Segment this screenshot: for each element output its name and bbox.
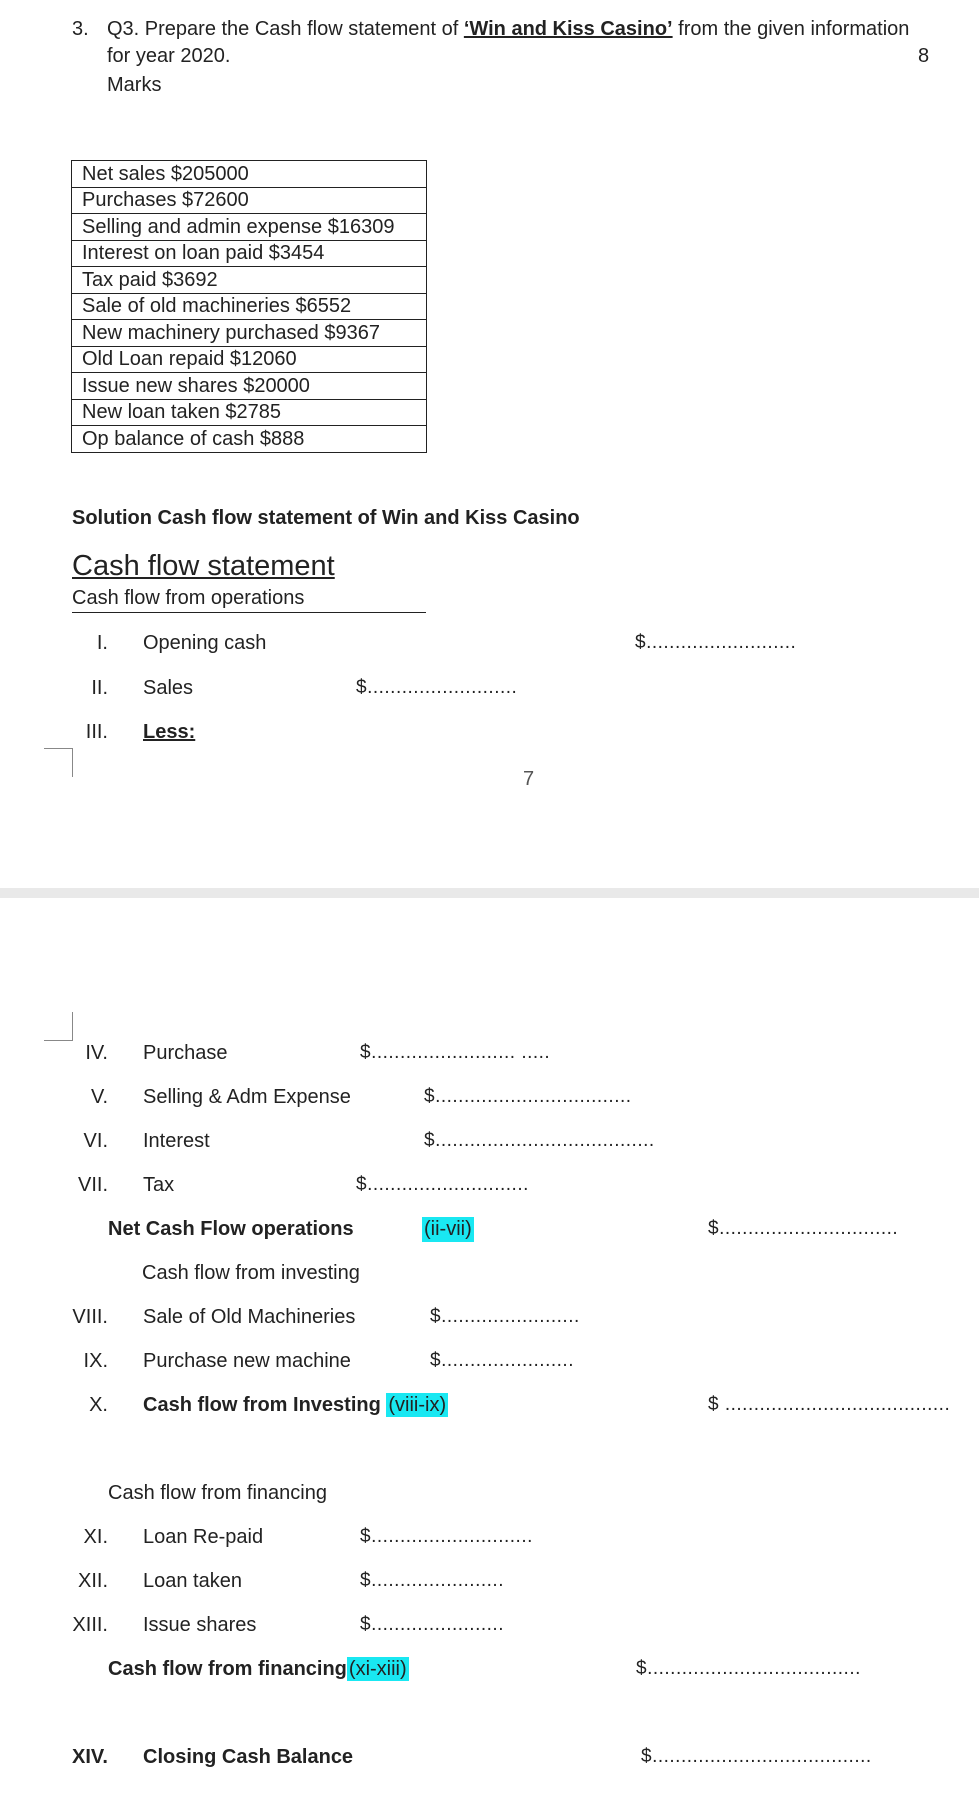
row-label: Sales (143, 677, 194, 699)
amount-blank[interactable]: $........................ (430, 1306, 580, 1327)
amount-blank[interactable]: $......................... ..... (360, 1042, 551, 1063)
question-text (107, 16, 909, 42)
cfs-title: Cash flow statement (72, 550, 335, 582)
row-num: VIII. (72, 1306, 108, 1328)
row-label: Tax (143, 1174, 175, 1196)
row-num: II. (91, 677, 108, 699)
closing-label: Closing Cash Balance (143, 1746, 354, 1768)
table-row (72, 346, 427, 373)
amount-blank[interactable]: $ ....................................... (708, 1394, 951, 1415)
row-label: Opening cash (143, 632, 267, 654)
investing-tag: (viii-ix) (388, 1394, 447, 1416)
row-label (143, 1394, 448, 1417)
table-cell: Interest on loan paid $3454 (72, 240, 427, 267)
amount-blank[interactable]: $............................ (356, 1174, 529, 1195)
page-number: 7 (523, 768, 535, 790)
amount-blank[interactable]: $...................................... (641, 1746, 872, 1767)
table-row (72, 267, 427, 294)
table-row (72, 187, 427, 214)
amount-blank[interactable]: $...................................... (424, 1130, 655, 1151)
row-label: Sale of Old Machineries (143, 1306, 356, 1328)
question-suffix: from the given information (672, 18, 910, 40)
row-label: Loan taken (143, 1570, 242, 1592)
table-cell: Tax paid $3692 (72, 267, 427, 294)
row-num: V. (90, 1086, 108, 1108)
given-info-table (71, 160, 427, 453)
company-name: ‘Win and Kiss Casino’ (463, 18, 673, 40)
page-separator (0, 888, 979, 898)
row-num: IV. (85, 1042, 108, 1064)
amount-blank[interactable]: $............................ (360, 1526, 533, 1547)
table-cell: Net sales $205000 (72, 161, 427, 188)
financing-tag: (xi-xiii) (348, 1658, 407, 1680)
amount-blank[interactable]: $.......................... (635, 632, 797, 653)
question-number: 3. (72, 18, 89, 40)
table-row (72, 373, 427, 400)
amount-blank[interactable]: $..................................... (636, 1658, 861, 1679)
solution-title: Solution Cash flow statement of Win and Kiss Casino (72, 507, 580, 529)
row-label: Purchase new machine (143, 1350, 351, 1372)
table-row (72, 320, 427, 347)
row-label: Issue shares (143, 1614, 257, 1636)
investing-heading: Cash flow from investing (142, 1262, 360, 1284)
net-fin-label (108, 1658, 409, 1681)
row-num: III. (85, 721, 108, 743)
amount-blank[interactable]: $............................... (708, 1218, 899, 1239)
row-num: XIV. (72, 1746, 108, 1768)
row-num: IX. (83, 1350, 108, 1372)
row-num: XIII. (72, 1614, 108, 1636)
financing-heading: Cash flow from financing (108, 1482, 327, 1504)
crop-mark (44, 748, 73, 777)
amount-blank[interactable]: $.......................... (356, 677, 518, 698)
row-num: I. (96, 632, 108, 654)
table-row (72, 161, 427, 188)
table-row (72, 293, 427, 320)
table-row (72, 399, 427, 426)
cfo-heading: Cash flow from operations (72, 587, 426, 613)
row-num: VII. (77, 1174, 108, 1196)
investing-total-label: Cash flow from Investing (143, 1394, 387, 1416)
table-row (72, 214, 427, 241)
table-cell: Op balance of cash $888 (72, 426, 427, 453)
table-cell: Sale of old machineries $6552 (72, 293, 427, 320)
row-num: VI. (83, 1130, 108, 1152)
table-cell: Issue new shares $20000 (72, 373, 427, 400)
financing-total-label: Cash flow from financing (108, 1658, 347, 1680)
amount-blank[interactable]: $....................... (360, 1614, 504, 1635)
amount-blank[interactable]: $.................................. (424, 1086, 632, 1107)
table-cell: New loan taken $2785 (72, 399, 427, 426)
question-prefix: Q3. Prepare the Cash flow statement of (107, 18, 464, 40)
marks-label: Marks (107, 74, 162, 96)
less-label: Less: (143, 721, 196, 743)
table-row (72, 240, 427, 267)
net-ops-tag: (ii-vii) (424, 1218, 472, 1240)
table-cell: Purchases $72600 (72, 187, 427, 214)
amount-blank[interactable]: $....................... (360, 1570, 504, 1591)
row-label: Selling & Adm Expense (143, 1086, 351, 1108)
table-row (72, 426, 427, 453)
row-label: Purchase (143, 1042, 228, 1064)
table-cell: Old Loan repaid $12060 (72, 346, 427, 373)
table-cell: Selling and admin expense $16309 (72, 214, 427, 241)
marks-value: 8 (918, 45, 930, 67)
row-num: XII. (77, 1570, 108, 1592)
table-cell: New machinery purchased $9367 (72, 320, 427, 347)
row-num: X. (89, 1394, 108, 1416)
amount-blank[interactable]: $....................... (430, 1350, 574, 1371)
row-num: XI. (83, 1526, 108, 1548)
question-line2: for year 2020. (107, 45, 231, 67)
crop-mark (44, 1012, 73, 1041)
net-ops-label: Net Cash Flow operations (108, 1218, 354, 1240)
row-label: Loan Re-paid (143, 1526, 264, 1548)
row-label: Interest (143, 1130, 210, 1152)
